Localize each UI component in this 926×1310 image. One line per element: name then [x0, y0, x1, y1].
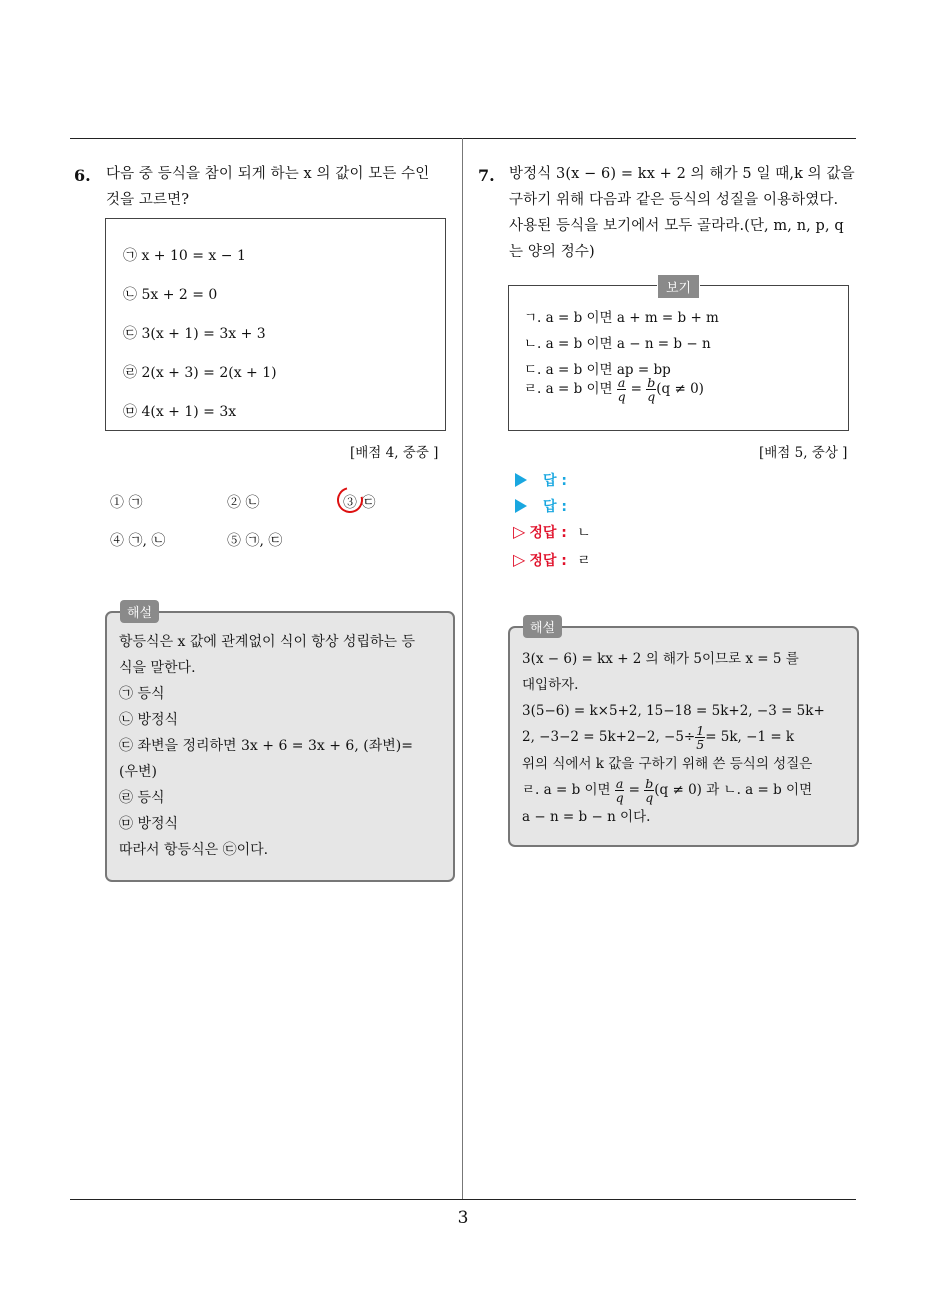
explanation-line: 식을 말한다. — [119, 660, 196, 676]
question-6-choice-box — [105, 218, 446, 431]
bogi-item: ㄴ. a = b 이면 a − n = b − n — [524, 336, 711, 352]
correct-answer-value: ㄹ — [577, 553, 591, 569]
choice-item: ㉢ 3(x + 1) = 3x + 3 — [123, 326, 266, 342]
option-2[interactable]: ② ㉡ — [227, 495, 260, 511]
explanation-text: = 5k, −1 = k — [705, 729, 795, 745]
fraction-b-over-q — [646, 376, 656, 403]
fraction-one-fifth — [695, 724, 705, 751]
fraction-numerator: a — [615, 776, 624, 791]
explanation-text: ㄹ. a = b 이면 — [522, 782, 611, 798]
explanation-line: 3(5−6) = k×5+2, 15−18 = 5k+2, −3 = 5k+ — [522, 703, 825, 719]
question-6-explanation — [105, 606, 455, 882]
correct-answer-line-2 — [513, 550, 591, 570]
question-7-text-line: 구하기 위해 다음과 같은 등식의 성질을 이용하였다. — [509, 192, 839, 208]
option-4[interactable]: ④ ㉠, ㉡ — [110, 533, 166, 549]
option-3[interactable]: ③ ㉢ — [343, 495, 376, 511]
question-7-number: 7. — [478, 166, 495, 185]
fraction-numerator: b — [647, 375, 656, 390]
question-6-number: 6. — [74, 166, 91, 185]
choice-item: ㉡ 5x + 2 = 0 — [123, 287, 218, 303]
question-7-text-line: 사용된 등식을 보기에서 모두 골라라.(단, m, n, p, q — [509, 218, 844, 234]
correct-answer-line-1 — [513, 522, 591, 542]
choice-item: ㉠ x + 10 = x − 1 — [123, 248, 246, 264]
fraction-numerator: b — [645, 776, 654, 791]
fraction-denominator: q — [645, 790, 654, 805]
fraction-numerator: a — [617, 375, 626, 390]
option-5[interactable]: ⑤ ㉠, ㉢ — [227, 533, 283, 549]
explanation-line: 3(x − 6) = kx + 2 의 해가 5이므로 x = 5 를 — [522, 651, 799, 667]
bogi-item: ㄱ. a = b 이면 a + m = b + m — [524, 310, 719, 326]
triangle-outline-icon: ▷ — [513, 550, 526, 569]
explanation-line: ㉠ 등식 — [119, 686, 165, 702]
bogi-item-4-prefix: ㄹ. a = b 이면 — [524, 381, 613, 397]
page-number: 3 — [457, 1208, 469, 1228]
choice-item: ㉤ 4(x + 1) = 3x — [123, 404, 237, 420]
answer-label: 답 : — [543, 499, 567, 515]
fraction-denominator: 5 — [696, 737, 705, 752]
answer-line-1 — [515, 470, 567, 490]
fraction-denominator: q — [615, 790, 624, 805]
answer-line-2 — [515, 496, 567, 516]
answer-label: 답 : — [543, 473, 567, 489]
question-6-text-line2: 것을 고르면? — [106, 192, 190, 208]
fraction-b-over-q — [644, 777, 654, 804]
explanation-text: (q ≠ 0) 과 ㄴ. a = b 이면 — [654, 782, 813, 798]
bogi-item: ㄷ. a = b 이면 ap = bp — [524, 362, 671, 378]
explanation-line: ㄹ. a = b 이면 $\frac{a}{q}$ = $\frac{b}{q}$ (q ≠ 0) 과 ㄴ. a = b 이면 — [522, 776, 813, 805]
explanation-text: 2, −3−2 = 5k+2−2, −5÷ — [522, 729, 696, 745]
explanation-line: ㉡ 방정식 — [119, 712, 179, 728]
explanation-tag: 해설 — [523, 615, 562, 638]
bogi-item-4: ㄹ. a = b 이면 $\frac{a}{q}$ = $\frac{b}{q}$ (q ≠ 0) — [524, 375, 704, 404]
bottom-rule — [70, 1199, 856, 1200]
bogi-item-4-tail: (q ≠ 0) — [656, 381, 704, 397]
explanation-line: 위의 식에서 k 값을 구하기 위해 쓴 등식의 성질은 — [522, 756, 813, 772]
fraction-a-over-q — [615, 777, 624, 804]
question-6-text-line1: 다음 중 등식을 참이 되게 하는 x 의 값이 모든 수인 — [106, 166, 430, 182]
fraction-denominator: q — [617, 389, 626, 404]
correct-answer-value: ㄴ — [577, 525, 591, 541]
marked-answer-circle — [332, 482, 368, 518]
fraction-a-over-q — [617, 376, 626, 403]
bogi-box — [508, 281, 849, 431]
question-7-explanation — [508, 621, 859, 847]
top-rule — [70, 138, 856, 139]
explanation-line: 대입하자. — [522, 677, 579, 693]
question-7-text-line: 방정식 3(x − 6) = kx + 2 의 해가 5 일 때,k 의 값을 — [509, 166, 855, 182]
column-divider — [462, 138, 463, 1200]
explanation-body — [119, 629, 443, 863]
fraction-denominator: q — [647, 389, 656, 404]
explanation-line: ㉤ 방정식 — [119, 816, 179, 832]
correct-label: 정답 : — [529, 553, 567, 569]
choice-item: ㉣ 2(x + 3) = 2(x + 1) — [123, 365, 277, 381]
explanation-line: ㉣ 등식 — [119, 790, 165, 806]
triangle-outline-icon: ▷ — [513, 522, 526, 541]
question-7-score: [배점 5, 중상 ] — [759, 445, 848, 461]
explanation-tag: 해설 — [120, 600, 159, 623]
explanation-line — [522, 724, 847, 751]
explanation-line: a − n = b − n 이다. — [522, 809, 651, 825]
option-1[interactable]: ① ㉠ — [110, 495, 143, 511]
play-icon — [515, 473, 527, 487]
explanation-body — [522, 646, 847, 830]
explanation-line: ㉢ 좌변을 정리하면 3x + 6 = 3x + 6, (좌변)= — [119, 738, 413, 754]
explanation-line: (우변) — [119, 764, 157, 780]
question-7-text-line: 는 양의 정수) — [509, 244, 595, 260]
bogi-label: 보기 — [657, 274, 700, 299]
explanation-line: 따라서 항등식은 ㉢이다. — [119, 842, 269, 858]
explanation-line: 항등식은 x 값에 관계없이 식이 항상 성립하는 등 — [119, 634, 416, 650]
play-icon — [515, 499, 527, 513]
fraction-numerator: 1 — [696, 723, 705, 738]
correct-label: 정답 : — [529, 525, 567, 541]
question-6-score: [배점 4, 중중 ] — [350, 445, 439, 461]
